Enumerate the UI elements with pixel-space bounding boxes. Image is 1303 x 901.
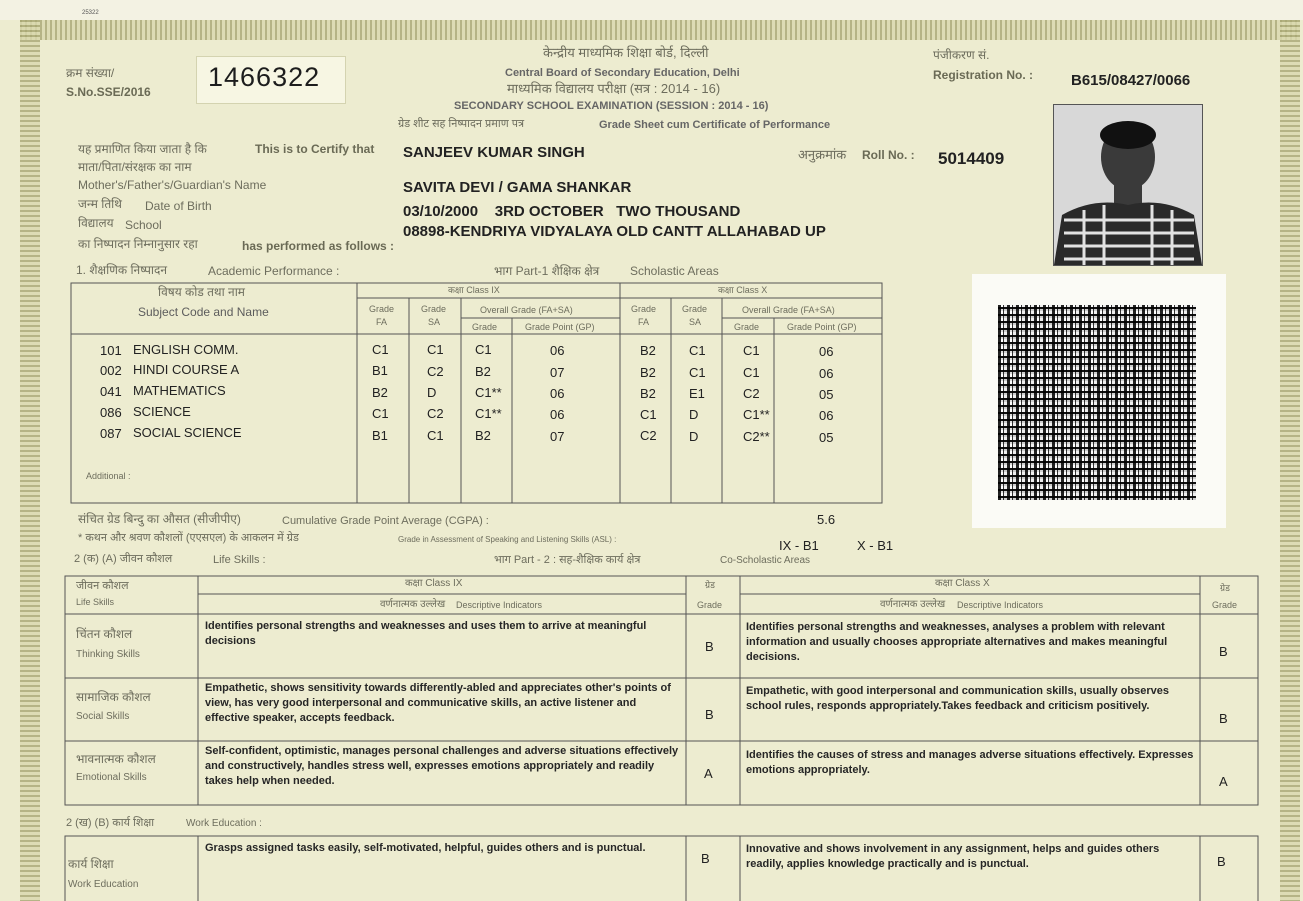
- c9-fa-grade: B1: [372, 428, 388, 443]
- certify-label: This is to Certify that: [255, 142, 375, 156]
- c10-grade-point: 06: [819, 344, 834, 359]
- c9-grade-fa-label: Grade: [369, 304, 395, 314]
- c9-fa-grade: C1: [372, 342, 389, 357]
- c9-overall-grade: C1**: [475, 385, 502, 400]
- performed-label: has performed as follows :: [242, 239, 395, 253]
- c10-overall-grade: C1: [743, 365, 760, 380]
- c10-overall-grade: C1: [743, 343, 760, 358]
- subject-name: ENGLISH COMM.: [133, 342, 239, 357]
- academic-section: Academic Performance :: [208, 264, 340, 278]
- subject-name: SOCIAL SCIENCE: [133, 425, 242, 440]
- class10-descriptor: Innovative and shows involvement in any assignment, helps and guides others readily, applies knowledge practically and is punctual.: [746, 843, 1160, 871]
- skill-name-hi: चिंतन कौशल: [76, 627, 133, 641]
- c10-fa-grade: C2: [640, 428, 657, 443]
- school-label: School: [125, 218, 162, 232]
- skill-name: Thinking Skills: [76, 649, 140, 660]
- cgpa-label-hi: संचित ग्रेड बिन्दु का औसत (सीजीपीए): [78, 512, 241, 526]
- certificate-title-hi: ग्रेड शीट सह निष्पादन प्रमाण पत्र: [398, 118, 525, 130]
- c10-fa-grade: C1: [640, 407, 657, 422]
- c10-sa-grade: C1: [689, 343, 706, 358]
- c10-sa-grade: D: [689, 407, 699, 422]
- c9-grade-sa-label: Grade: [421, 304, 447, 314]
- c9-grade-label: Grade: [472, 322, 498, 332]
- part1-label-hi: भाग Part-1 शैक्षिक क्षेत्र: [494, 264, 600, 278]
- life-grade-hi: ग्रेड: [705, 580, 715, 590]
- academic-section-hi: 1. शैक्षणिक निष्पादन: [76, 263, 168, 277]
- class10-descriptor: Empathetic, with good interpersonal and communication skills, usually observes school rules, responds appropriately.Takes feedback and criticism positively.: [746, 685, 1169, 713]
- c10-gp-label: Grade Point (GP): [787, 322, 857, 332]
- life-class9-desc: Descriptive Indicators: [456, 600, 543, 610]
- c10-grade-fa-label: Grade: [631, 304, 657, 314]
- c9-sa-grade: D: [427, 385, 437, 400]
- c10-sa-grade: C1: [689, 365, 706, 380]
- c9-sa-grade: C1: [427, 342, 444, 357]
- life-class10-desc: Descriptive Indicators: [957, 600, 1044, 610]
- parents-label-hi: माता/पिता/संरक्षक का नाम: [78, 160, 192, 174]
- registration-label-hi: पंजीकरण सं.: [933, 48, 990, 62]
- c10-overall-grade: C1**: [743, 407, 770, 422]
- asl-label: Grade in Assessment of Speaking and Listening Skills (ASL) :: [398, 535, 617, 544]
- class10-header: कक्षा Class X: [718, 285, 768, 295]
- board-name: Central Board of Secondary Education, Delhi: [505, 67, 740, 79]
- registration-number: B615/08427/0066: [1071, 72, 1191, 89]
- life-grade-2: Grade: [1212, 600, 1238, 610]
- c9-grade-point: 07: [550, 429, 565, 444]
- class9-descriptor: Empathetic, shows sensitivity towards differently-abled and appreciates other's points of view, has very good interpersonal and communicative skills, an active listener and effective speaker, accepts feedback.: [205, 682, 671, 725]
- subject-name: SCIENCE: [133, 404, 191, 419]
- skill-name: Social Skills: [76, 711, 130, 722]
- serial-label-hi: क्रम संख्या/: [66, 66, 115, 80]
- life-class9-header: कक्षा Class IX: [405, 578, 463, 589]
- c9-overall-label: Overall Grade (FA+SA): [480, 305, 573, 315]
- school-name: 08898-KENDRIYA VIDYALAYA OLD CANTT ALLAHABAD UP: [403, 223, 826, 240]
- c9-grade-point: 07: [550, 365, 565, 380]
- student-name: SANJEEV KUMAR SINGH: [403, 144, 585, 161]
- life-class10-desc-hi: वर्णनात्मक उल्लेख: [880, 599, 946, 610]
- subject-code: 086: [100, 405, 122, 420]
- skill-name: Emotional Skills: [76, 772, 147, 783]
- subject-header: Subject Code and Name: [138, 305, 269, 319]
- skill-name-hi: भावनात्मक कौशल: [76, 752, 156, 766]
- exam-name-hi: माध्यमिक विद्यालय परीक्षा (सत्र : 2014 - 16): [507, 81, 721, 96]
- life-col: Life Skills: [76, 597, 115, 607]
- class10-grade: A: [1219, 774, 1228, 789]
- class10-grade: B: [1217, 854, 1226, 869]
- c10-fa-grade: B2: [640, 386, 656, 401]
- cgpa-label: Cumulative Grade Point Average (CGPA) :: [282, 515, 489, 527]
- c10-grade-point: 05: [819, 387, 834, 402]
- life-grade-hi-2: ग्रेड: [1220, 583, 1230, 593]
- roll-number: 5014409: [938, 149, 1005, 168]
- c10-grade-sa-label: Grade: [682, 304, 708, 314]
- c9-overall-grade: B2: [475, 364, 491, 379]
- document-code: 25322: [82, 10, 99, 16]
- c10-overall-grade: C2: [743, 386, 760, 401]
- c10-grade-point: 06: [819, 408, 834, 423]
- c10-sa-grade: E1: [689, 386, 705, 401]
- subject-code: 087: [100, 426, 122, 441]
- c10-sa-grade: D: [689, 429, 699, 444]
- class9-grade: B: [705, 639, 714, 654]
- work-section-hi: 2 (ख) (B) कार्य शिक्षा: [66, 817, 155, 829]
- c9-sa-label: SA: [428, 317, 441, 327]
- class9-grade: B: [705, 707, 714, 722]
- performed-label-hi: का निष्पादन निम्नानुसार रहा: [78, 237, 198, 251]
- life-section-hi: 2 (क) (A) जीवन कौशल: [74, 553, 173, 565]
- class9-header: कक्षा Class IX: [448, 285, 500, 295]
- work-name: Work Education: [68, 879, 139, 890]
- c10-overall-label: Overall Grade (FA+SA): [742, 305, 835, 315]
- life-grade: Grade: [697, 600, 723, 610]
- cgpa-value: 5.6: [817, 512, 836, 527]
- exam-name: SECONDARY SCHOOL EXAMINATION (SESSION : 2014 - 16): [454, 100, 769, 112]
- c10-overall-grade: C2**: [743, 429, 770, 444]
- part2-label-hi: भाग Part - 2 : सह-शैक्षिक कार्य क्षेत्र: [494, 554, 641, 566]
- subject-code: 101: [100, 343, 122, 358]
- skill-name-hi: सामाजिक कौशल: [76, 690, 151, 704]
- c9-fa-grade: C1: [372, 406, 389, 421]
- class9-grade: B: [701, 851, 710, 866]
- c9-fa-label: FA: [376, 317, 388, 327]
- subject-name: MATHEMATICS: [133, 383, 226, 398]
- date-of-birth: 03/10/2000 3RD OCTOBER TWO THOUSAND: [403, 203, 741, 220]
- c10-fa-grade: B2: [640, 365, 656, 380]
- certificate-title: Grade Sheet cum Certificate of Performance: [599, 119, 831, 131]
- c9-grade-point: 06: [550, 407, 565, 422]
- c10-sa-label: SA: [689, 317, 702, 327]
- class9-grade: A: [704, 766, 713, 781]
- serial-number: 1466322: [208, 62, 321, 92]
- subject-code: 002: [100, 363, 122, 378]
- c10-fa-grade: B2: [640, 343, 656, 358]
- class10-descriptor: Identifies personal strengths and weaknesses, analyses a problem with relevant information and usually chooses appropriate alternatives and makes meaningful decisions.: [746, 621, 1168, 664]
- life-class10-header: कक्षा Class X: [935, 578, 990, 589]
- registration-label: Registration No. :: [933, 68, 1034, 82]
- school-label-hi: विद्यालय: [78, 216, 114, 230]
- roll-label-hi: अनुक्रमांक: [798, 147, 847, 162]
- board-name-hi: केन्द्रीय माध्यमिक शिक्षा बोर्ड, दिल्ली: [543, 45, 709, 60]
- work-section: Work Education :: [186, 818, 262, 829]
- class10-grade: B: [1219, 644, 1228, 659]
- class10-descriptor: Identifies the causes of stress and manages adverse situations effectively. Expresses emotions appropriately.: [746, 749, 1194, 777]
- c9-fa-grade: B1: [372, 363, 388, 378]
- dob-label-hi: जन्म तिथि: [78, 197, 122, 211]
- class9-descriptor: Identifies personal strengths and weaknesses and uses them to arrive at meaningful decisions: [205, 620, 647, 648]
- subject-name: HINDI COURSE A: [133, 362, 240, 377]
- asl-class9: IX - B1: [779, 538, 819, 553]
- class10-grade: B: [1219, 711, 1228, 726]
- asl-class10: X - B1: [857, 538, 894, 553]
- class9-descriptor: Grasps assigned tasks easily, self-motivated, helpful, guides others and is punctual.: [205, 842, 646, 854]
- work-name-hi: कार्य शिक्षा: [68, 857, 114, 871]
- part1-label: Scholastic Areas: [630, 264, 719, 278]
- c9-fa-grade: B2: [372, 385, 388, 400]
- c10-fa-label: FA: [638, 317, 650, 327]
- c10-grade-label: Grade: [734, 322, 760, 332]
- c9-sa-grade: C2: [427, 406, 444, 421]
- serial-label: S.No.SSE/2016: [66, 85, 151, 99]
- c9-grade-point: 06: [550, 386, 565, 401]
- c9-sa-grade: C1: [427, 428, 444, 443]
- c10-grade-point: 05: [819, 430, 834, 445]
- asl-label-hi: * कथन और श्रवण कौशलों (एएसएल) के आकलन में ग्रेड: [78, 532, 299, 544]
- subject-header-hi: विषय कोड तथा नाम: [158, 285, 245, 299]
- c9-overall-grade: B2: [475, 428, 491, 443]
- c9-sa-grade: C2: [427, 364, 444, 379]
- additional-label: Additional :: [86, 471, 131, 481]
- c9-gp-label: Grade Point (GP): [525, 322, 595, 332]
- life-section: Life Skills :: [213, 554, 266, 566]
- c9-overall-grade: C1: [475, 342, 492, 357]
- dob-label: Date of Birth: [145, 199, 212, 213]
- life-class9-desc-hi: वर्णनात्मक उल्लेख: [380, 599, 446, 610]
- part2-label: Co-Scholastic Areas: [720, 555, 811, 566]
- subject-code: 041: [100, 384, 122, 399]
- parents-label: Mother's/Father's/Guardian's Name: [78, 178, 267, 192]
- roll-label: Roll No. :: [862, 148, 915, 162]
- certify-label-hi: यह प्रमाणित किया जाता है कि: [78, 142, 207, 156]
- c10-grade-point: 06: [819, 366, 834, 381]
- c9-grade-point: 06: [550, 343, 565, 358]
- class9-descriptor: Self-confident, optimistic, manages personal challenges and adverse situations effectively and constructively, handles stress well, expresses emotions appropriately and readily takes help when needed.: [205, 745, 679, 788]
- parents-names: SAVITA DEVI / GAMA SHANKAR: [403, 179, 632, 196]
- c9-overall-grade: C1**: [475, 406, 502, 421]
- life-col-hi: जीवन कौशल: [76, 580, 129, 592]
